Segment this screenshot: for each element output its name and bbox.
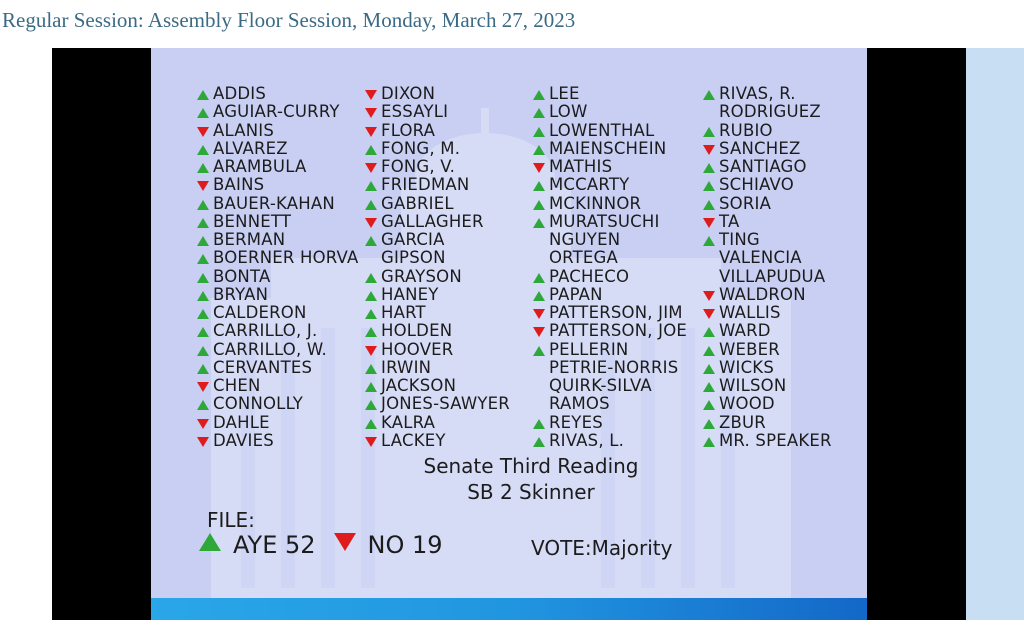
member-name: DAVIES (213, 430, 274, 450)
no-triangle-icon (197, 437, 209, 447)
member-name: CHEN (213, 376, 261, 395)
aye-triangle-icon (365, 145, 377, 155)
member-entry (701, 341, 832, 359)
member-name: WILSON (719, 376, 787, 395)
member-name: ARAMBULA (213, 157, 307, 176)
member-entry (195, 414, 358, 432)
member-entry (531, 158, 687, 176)
aye-triangle-icon (703, 236, 715, 246)
member-entry (701, 268, 832, 286)
aye-triangle-icon (703, 382, 715, 392)
member-name: PACHECO (549, 266, 630, 286)
aye-triangle-icon (703, 127, 715, 137)
aye-triangle-icon (197, 309, 209, 319)
member-entry (363, 432, 510, 450)
aye-triangle-icon (533, 145, 545, 155)
member-entry (701, 140, 832, 158)
member-name: GRAYSON (381, 266, 462, 286)
member-name: PATTERSON, JOE (549, 321, 688, 341)
aye-triangle-icon (365, 419, 377, 429)
member-entry (195, 359, 358, 377)
member-entry (531, 322, 687, 340)
member-name: JACKSON (381, 376, 457, 395)
member-name: ZBUR (719, 412, 766, 432)
member-entry (363, 140, 510, 158)
member-name: ALVAREZ (213, 138, 288, 158)
member-entry (701, 103, 832, 121)
member-name: BOERNER HORVA (213, 248, 359, 268)
member-entry (531, 341, 687, 359)
no-triangle-icon (365, 218, 377, 228)
member-name: BENNETT (213, 211, 292, 231)
member-entry (195, 140, 358, 158)
member-entry (363, 341, 510, 359)
member-entry (531, 432, 687, 450)
member-name: GIPSON (381, 248, 446, 268)
aye-triangle-icon (703, 181, 715, 191)
aye-triangle-icon (197, 273, 209, 283)
member-entry (195, 304, 358, 322)
aye-triangle-icon (197, 327, 209, 337)
member-entry (531, 359, 687, 377)
member-name: RIVAS, L. (549, 430, 625, 450)
member-name: WALLIS (719, 303, 781, 322)
member-name: RODRIGUEZ (719, 102, 821, 122)
member-entry (531, 231, 687, 249)
member-name: AGUIAR-CURRY (213, 102, 340, 122)
aye-triangle-icon (703, 419, 715, 429)
member-name: PETRIE-NORRIS (549, 357, 679, 377)
member-name: WEBER (719, 339, 780, 359)
member-name: MURATSUCHI (549, 211, 660, 231)
member-entry (363, 304, 510, 322)
member-name: GABRIEL (381, 193, 454, 213)
member-entry (195, 395, 358, 413)
member-entry (701, 377, 832, 395)
member-name: VALENCIA (719, 248, 802, 268)
roll-call-column-3 (531, 85, 687, 450)
member-entry (531, 122, 687, 140)
video-player[interactable] (52, 48, 966, 620)
member-entry (195, 213, 358, 231)
member-entry (363, 213, 510, 231)
no-triangle-icon (703, 218, 715, 228)
member-name: SORIA (719, 193, 772, 213)
member-entry (531, 140, 687, 158)
member-entry (195, 122, 358, 140)
aye-triangle-icon (703, 90, 715, 100)
member-entry (701, 231, 832, 249)
member-entry (531, 195, 687, 213)
no-triangle-icon (365, 437, 377, 447)
member-entry (363, 322, 510, 340)
no-triangle-icon (533, 327, 545, 337)
no-triangle-icon (365, 346, 377, 356)
aye-triangle-icon (365, 400, 377, 410)
aye-triangle-icon (703, 200, 715, 210)
member-entry (701, 195, 832, 213)
no-triangle-icon (365, 163, 377, 173)
aye-triangle-icon (199, 533, 221, 551)
member-name: CONNOLLY (213, 394, 304, 414)
member-name: MATHIS (549, 157, 613, 176)
aye-triangle-icon (365, 327, 377, 337)
member-entry (531, 249, 687, 267)
member-name: BERMAN (213, 230, 286, 249)
member-entry (363, 377, 510, 395)
member-name: HOOVER (381, 339, 454, 359)
member-entry (363, 103, 510, 121)
member-entry (701, 432, 832, 450)
member-name: ALANIS (213, 120, 275, 140)
member-entry (701, 304, 832, 322)
member-name: WOOD (719, 394, 775, 414)
member-entry (363, 286, 510, 304)
aye-triangle-icon (533, 108, 545, 118)
member-name: LACKEY (381, 430, 446, 450)
member-name: TING (719, 230, 760, 249)
vote-board-screen (151, 48, 867, 620)
member-name: IRWIN (381, 357, 432, 377)
aye-triangle-icon (197, 90, 209, 100)
member-entry (531, 213, 687, 231)
member-entry (363, 195, 510, 213)
left-margin (0, 48, 52, 620)
member-name: ORTEGA (549, 248, 619, 268)
member-name: FONG, M. (381, 138, 461, 158)
member-entry (195, 249, 358, 267)
member-entry (195, 231, 358, 249)
member-name: PATTERSON, JIM (549, 303, 683, 322)
no-triangle-icon (197, 181, 209, 191)
member-name: LOW (549, 102, 588, 122)
roll-call-column-2 (363, 85, 510, 450)
member-entry (363, 359, 510, 377)
aye-triangle-icon (365, 273, 377, 283)
no-triangle-icon (197, 382, 209, 392)
member-entry (701, 359, 832, 377)
aye-triangle-icon (197, 218, 209, 228)
member-name: BAINS (213, 175, 265, 195)
member-entry (195, 158, 358, 176)
aye-triangle-icon (365, 236, 377, 246)
aye-triangle-icon (533, 181, 545, 191)
member-name: PELLERIN (549, 339, 629, 359)
member-name: RUBIO (719, 120, 773, 140)
member-entry (531, 377, 687, 395)
aye-triangle-icon (533, 218, 545, 228)
aye-triangle-icon (533, 346, 545, 356)
member-entry (701, 158, 832, 176)
page-title: Regular Session: Assembly Floor Session, Monday, March 27, 2023 (2, 8, 576, 32)
member-entry (701, 249, 832, 267)
member-name: NGUYEN (549, 230, 621, 249)
member-name: GALLAGHER (381, 211, 484, 231)
member-entry (363, 414, 510, 432)
aye-triangle-icon (197, 145, 209, 155)
member-entry (195, 85, 358, 103)
aye-triangle-icon (365, 181, 377, 191)
member-name: TA (719, 211, 740, 231)
member-name: FONG, V. (381, 157, 456, 176)
member-entry (531, 286, 687, 304)
aye-triangle-icon (197, 364, 209, 374)
aye-triangle-icon (533, 437, 545, 447)
no-triangle-icon (533, 163, 545, 173)
member-entry (195, 432, 358, 450)
member-name: REYES (549, 412, 603, 432)
roll-call-column-4 (701, 85, 832, 450)
member-name: LEE (549, 84, 580, 103)
member-entry (701, 395, 832, 413)
no-triangle-icon (197, 127, 209, 137)
member-entry (363, 176, 510, 194)
aye-triangle-icon (533, 291, 545, 301)
member-name: BONTA (213, 266, 271, 286)
member-entry (701, 85, 832, 103)
member-entry (363, 158, 510, 176)
member-entry (195, 195, 358, 213)
file-label: FILE: (207, 508, 255, 532)
member-name: MCCARTY (549, 175, 630, 195)
aye-triangle-icon (197, 254, 209, 264)
member-name: CARRILLO, J. (213, 321, 318, 341)
bill-info (391, 453, 671, 505)
aye-triangle-icon (703, 327, 715, 337)
member-entry (701, 213, 832, 231)
aye-triangle-icon (365, 200, 377, 210)
member-entry (701, 322, 832, 340)
aye-triangle-icon (365, 364, 377, 374)
member-entry (363, 268, 510, 286)
member-name: SANTIAGO (719, 157, 807, 176)
member-entry (531, 176, 687, 194)
aye-triangle-icon (197, 200, 209, 210)
aye-triangle-icon (703, 400, 715, 410)
member-name: BAUER-KAHAN (213, 193, 335, 213)
member-entry (195, 268, 358, 286)
member-entry (701, 176, 832, 194)
member-name: DIXON (381, 84, 436, 103)
member-name: QUIRK-SILVA (549, 376, 652, 395)
member-name: WARD (719, 321, 771, 341)
aye-count: AYE 52 (233, 531, 316, 559)
aye-triangle-icon (703, 163, 715, 173)
aye-triangle-icon (703, 346, 715, 356)
member-name: ADDIS (213, 84, 267, 103)
aye-triangle-icon (533, 90, 545, 100)
bill-reading: Senate Third Reading (423, 454, 639, 478)
aye-triangle-icon (197, 163, 209, 173)
member-name: WALDRON (719, 284, 806, 304)
member-name: HART (381, 303, 426, 322)
roll-call-column-1 (195, 85, 358, 450)
member-name: WICKS (719, 357, 774, 377)
member-name: GARCIA (381, 230, 445, 249)
no-triangle-icon (365, 127, 377, 137)
member-name: PAPAN (549, 284, 603, 304)
aye-triangle-icon (365, 382, 377, 392)
member-entry (531, 395, 687, 413)
member-entry (363, 122, 510, 140)
aye-triangle-icon (365, 309, 377, 319)
member-name: BRYAN (213, 284, 269, 304)
aye-triangle-icon (533, 127, 545, 137)
member-entry (531, 304, 687, 322)
member-name: MCKINNOR (549, 193, 642, 213)
member-entry (363, 249, 510, 267)
aye-triangle-icon (533, 273, 545, 283)
member-entry (363, 231, 510, 249)
aye-triangle-icon (197, 108, 209, 118)
member-name: VILLAPUDUA (719, 266, 826, 286)
member-entry (701, 122, 832, 140)
member-entry (701, 414, 832, 432)
aye-triangle-icon (197, 236, 209, 246)
no-count: NO 19 (367, 531, 443, 559)
aye-triangle-icon (703, 364, 715, 374)
no-triangle-icon (334, 533, 356, 551)
aye-triangle-icon (703, 437, 715, 447)
member-name: DAHLE (213, 412, 270, 432)
member-name: MAIENSCHEIN (549, 138, 667, 158)
member-entry (195, 103, 358, 121)
aye-triangle-icon (197, 346, 209, 356)
member-entry (363, 85, 510, 103)
no-triangle-icon (365, 90, 377, 100)
aye-triangle-icon (533, 200, 545, 210)
member-name: ESSAYLI (381, 102, 449, 122)
no-triangle-icon (703, 291, 715, 301)
member-entry (531, 268, 687, 286)
member-entry (195, 176, 358, 194)
no-triangle-icon (533, 309, 545, 319)
bottom-banner (151, 598, 867, 620)
no-triangle-icon (703, 145, 715, 155)
member-name: MR. SPEAKER (719, 430, 832, 450)
member-name: KALRA (381, 412, 436, 432)
aye-triangle-icon (365, 291, 377, 301)
member-entry (195, 377, 358, 395)
member-name: HANEY (381, 284, 439, 304)
bill-number: SB 2 Skinner (467, 480, 595, 504)
member-entry (531, 414, 687, 432)
member-name: SCHIAVO (719, 175, 794, 195)
member-name: CALDERON (213, 303, 307, 322)
vote-tally (199, 531, 443, 559)
no-triangle-icon (703, 309, 715, 319)
member-name: CERVANTES (213, 357, 313, 377)
member-entry (195, 341, 358, 359)
vote-type: VOTE:Majority (531, 536, 673, 560)
member-entry (363, 395, 510, 413)
aye-triangle-icon (533, 419, 545, 429)
member-entry (531, 103, 687, 121)
aye-triangle-icon (197, 291, 209, 301)
right-margin (966, 48, 1024, 620)
member-entry (701, 286, 832, 304)
aye-triangle-icon (197, 400, 209, 410)
member-name: LOWENTHAL (549, 120, 655, 140)
member-name: HOLDEN (381, 321, 453, 341)
member-name: CARRILLO, W. (213, 339, 327, 359)
no-triangle-icon (365, 108, 377, 118)
member-name: JONES-SAWYER (381, 394, 510, 414)
member-name: RAMOS (549, 394, 610, 414)
member-name: FRIEDMAN (381, 175, 470, 195)
member-name: FLORA (381, 120, 436, 140)
member-entry (195, 286, 358, 304)
member-entry (531, 85, 687, 103)
no-triangle-icon (197, 419, 209, 429)
member-name: RIVAS, R. (719, 84, 796, 103)
member-entry (195, 322, 358, 340)
member-name: SANCHEZ (719, 138, 801, 158)
